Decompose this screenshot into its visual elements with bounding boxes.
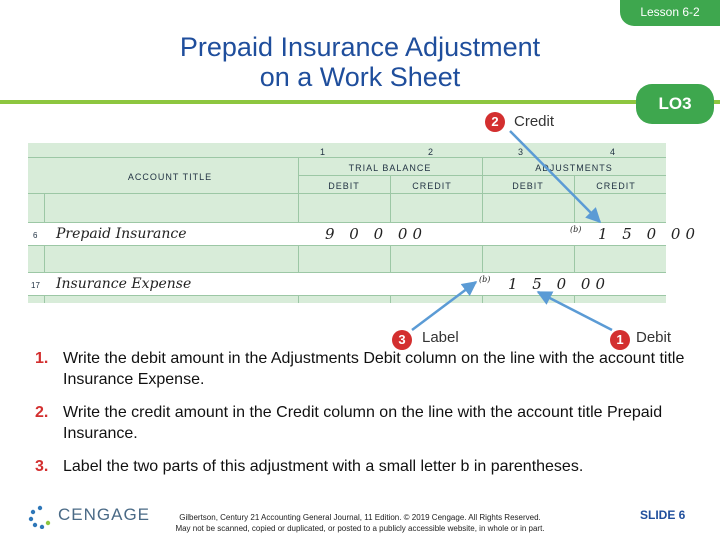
title-line-1: Prepaid Insurance Adjustment — [179, 32, 541, 62]
callout-2-number: 2 — [485, 112, 505, 132]
adj-credit-header: CREDIT — [596, 181, 636, 191]
adj-debit-amount: 1 5 0 00 — [508, 275, 611, 293]
callout-1-label: Debit — [636, 329, 672, 346]
adjustments-header: ADJUSTMENTS — [535, 163, 613, 173]
instruction-text: Write the credit amount in the Credit column on the line with the account title Prepaid Insurance. — [63, 404, 663, 442]
adjustment-label-b: (b) — [570, 225, 582, 234]
col-number-1: 1 — [320, 147, 326, 157]
instruction-text: Label the two parts of this adjustment with a small letter b in parentheses. — [63, 458, 584, 475]
row-line-number: 6 — [33, 231, 38, 240]
lesson-tab: Lesson 6-2 — [620, 0, 720, 26]
tb-debit-amount: 9 0 0 00 — [325, 225, 428, 243]
account-insurance-expense: Insurance Expense — [56, 276, 192, 292]
callout-3-number: 3 — [392, 330, 412, 350]
instruction-item — [35, 348, 695, 390]
col-number-2: 2 — [428, 147, 434, 157]
instruction-number: 3. — [35, 458, 49, 475]
account-title-header: ACCOUNT TITLE — [127, 172, 213, 182]
trial-balance-header: TRIAL BALANCE — [348, 163, 432, 173]
instruction-list — [35, 348, 695, 489]
title-line-2: on a Work Sheet — [259, 62, 461, 92]
account-prepaid-insurance: Prepaid Insurance — [56, 226, 187, 242]
row-line-number: 17 — [31, 281, 40, 290]
cengage-logo-icon — [28, 505, 52, 529]
callout-3-label: Label — [422, 329, 459, 346]
tb-credit-header: CREDIT — [412, 181, 452, 191]
copyright-notice — [140, 512, 580, 534]
instruction-number: 1. — [35, 350, 49, 367]
callout-1-number: 1 — [610, 330, 630, 350]
tb-debit-header: DEBIT — [328, 181, 360, 191]
col-number-3: 3 — [518, 147, 524, 157]
instruction-text: Write the debit amount in the Adjustments Debit column on the line with the account title Insurance Expense. — [63, 350, 685, 388]
col-number-4: 4 — [610, 147, 616, 157]
debit-arrow — [538, 292, 612, 330]
lo-badge: LO3 — [636, 84, 714, 124]
label-arrow — [412, 282, 476, 330]
copyright-line-1: Gilbertson, Century 21 Accounting General Journal, 11 Edition. © 2019 Cengage. All Rights Reserved. — [179, 513, 541, 522]
instruction-number: 2. — [35, 404, 49, 421]
copyright-line-2: May not be scanned, copied or duplicated, or posted to a publicly accessible website, in whole or in part. — [175, 524, 545, 533]
adj-debit-header: DEBIT — [512, 181, 544, 191]
cengage-logo-text: CENGAGE — [58, 505, 151, 524]
adj-credit-amount: 1 5 0 00 — [598, 225, 701, 243]
slide-number: SLIDE 6 — [640, 508, 686, 522]
adjustment-label-b: (b) — [479, 275, 491, 284]
instruction-item — [35, 456, 695, 477]
credit-arrow — [510, 131, 600, 222]
instruction-item — [35, 402, 695, 444]
callout-2-label: Credit — [514, 113, 555, 130]
